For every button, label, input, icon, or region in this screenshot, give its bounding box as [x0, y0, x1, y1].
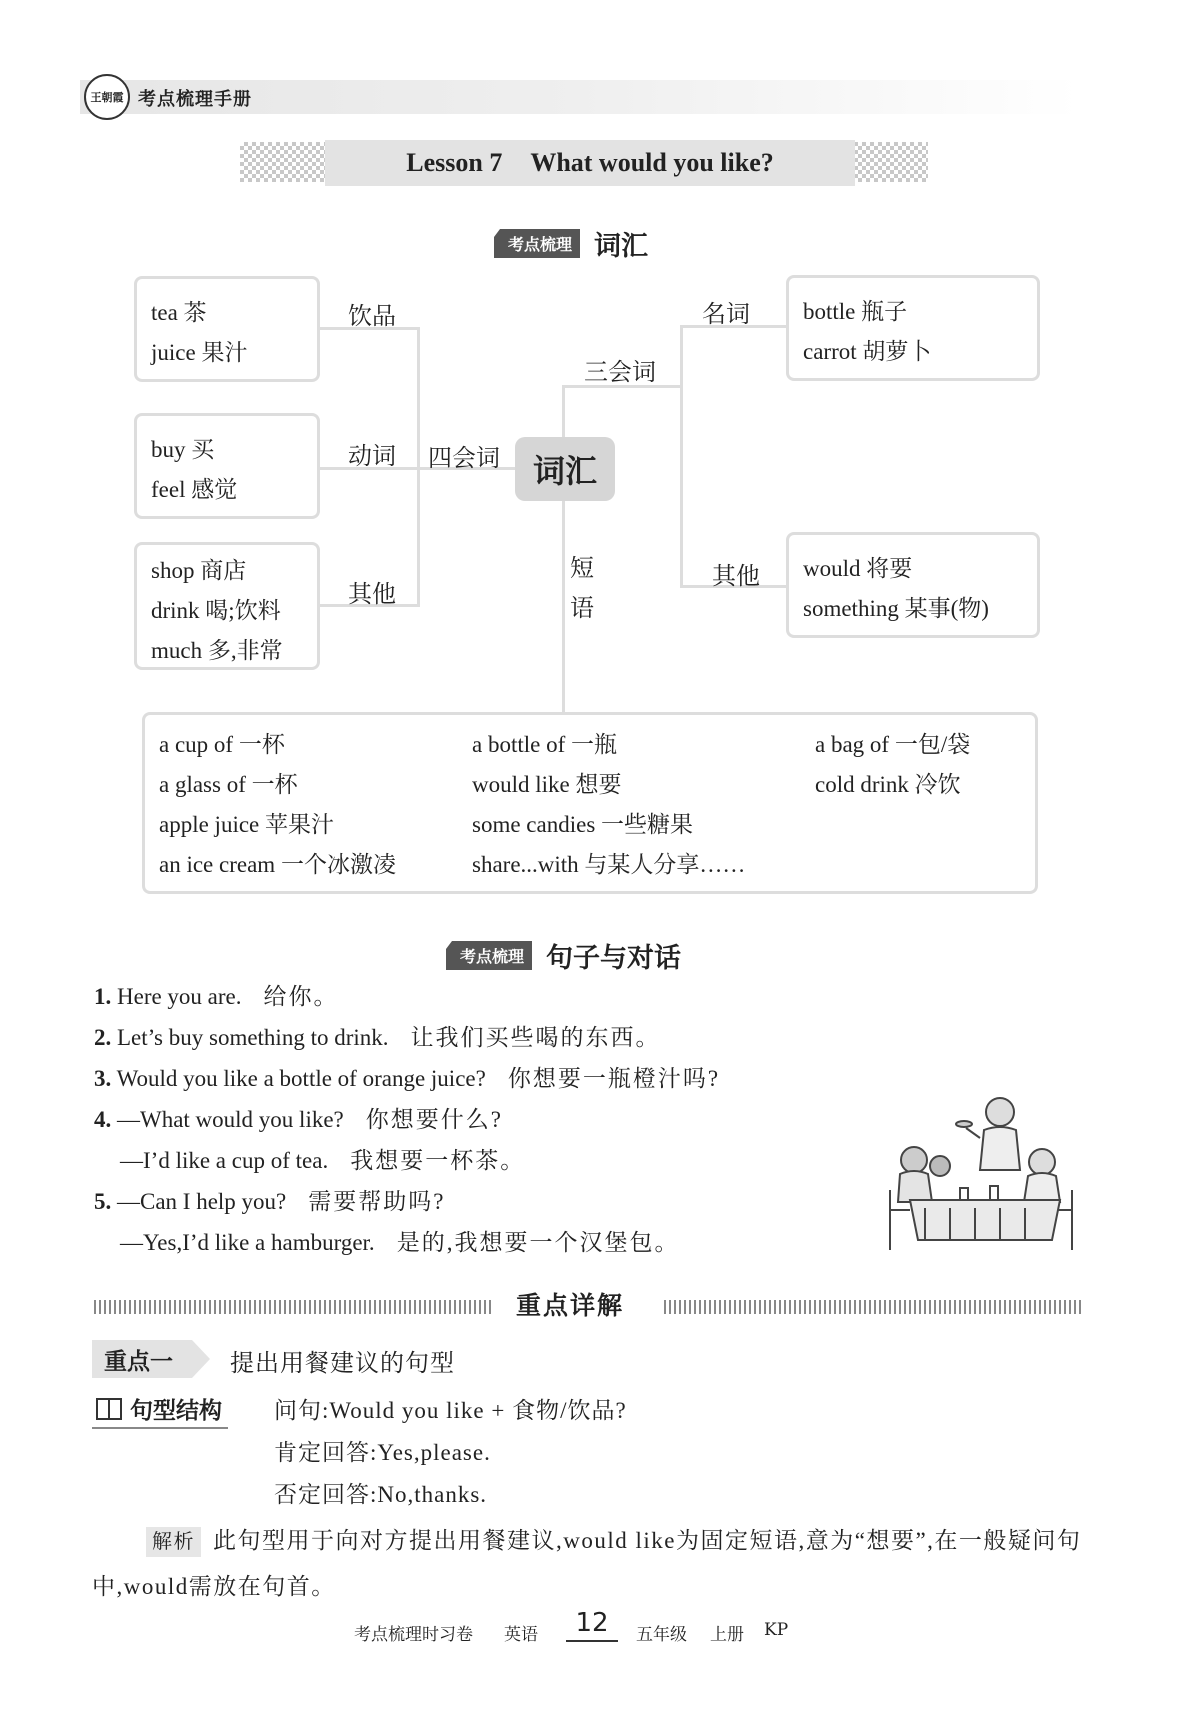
sentence-list [94, 976, 720, 1263]
verbs-label: 动词 [348, 442, 396, 470]
verbs-box [134, 413, 320, 519]
word-item: tea 茶 [151, 300, 207, 325]
footer-series: 考点梳理时习卷 [354, 1625, 473, 1645]
phrase-item: a cup of 一杯 [159, 732, 285, 757]
sentence-english: —What would you like? [117, 1107, 344, 1132]
three-skill-label: 三会词 [584, 358, 656, 386]
sentence-row [94, 1099, 720, 1140]
sentences-section-heading [452, 936, 681, 975]
pattern-line: 否定回答:No,thanks. [274, 1482, 488, 1507]
key-section-title: 重点详解 [516, 1291, 625, 1320]
sentence-row [94, 1222, 720, 1263]
section-tag: 考点梳理 [452, 941, 532, 970]
nouns-label: 名词 [702, 300, 750, 328]
footer-grade: 五年级 [636, 1625, 687, 1645]
sentence-english: Here you are. [117, 984, 242, 1009]
word-item: juice 果汁 [151, 340, 248, 365]
structure-label: 句型结构 [130, 1398, 222, 1424]
sentence-number: 3. [94, 1066, 112, 1091]
phrases-box [142, 712, 1038, 894]
phrase-item: share...with 与某人分享…… [472, 852, 746, 877]
drinks-label: 饮品 [348, 302, 396, 330]
word-item: carrot 胡萝卜 [803, 339, 932, 364]
others-right-label: 其他 [712, 562, 760, 590]
analysis-paragraph [92, 1518, 1082, 1610]
lesson-title: What would you like? [530, 148, 774, 177]
phrases-label-2: 语 [570, 594, 594, 622]
word-item: bottle 瓶子 [803, 299, 908, 324]
publisher-logo [84, 74, 130, 120]
pattern-list [274, 1390, 627, 1516]
page-number: 12 [566, 1608, 618, 1642]
sentence-number: 1. [94, 984, 112, 1009]
connector [680, 325, 683, 587]
section-title: 词汇 [594, 231, 649, 262]
sentence-row [94, 976, 720, 1017]
word-item: drink 喝;饮料 [151, 598, 281, 623]
phrase-item: a glass of 一杯 [159, 772, 298, 797]
sentence-number: 4. [94, 1107, 112, 1132]
sentence-english: —I’d like a cup of tea. [120, 1148, 329, 1173]
key-point-title: 提出用餐建议的句型 [230, 1349, 455, 1377]
sentence-english: Let’s buy something to drink. [117, 1025, 389, 1050]
restaurant-illustration [880, 1090, 1080, 1260]
drinks-box [134, 276, 320, 382]
word-item: would 将要 [803, 556, 913, 581]
sentence-row [94, 1058, 720, 1099]
sentence-row [94, 1181, 720, 1222]
phrase-item: a bottle of 一瓶 [472, 732, 617, 757]
word-item: much 多,非常 [151, 638, 283, 663]
footer-edition: KP [764, 1620, 789, 1640]
logo-text: 王朝霞 [90, 91, 124, 104]
phrase-item: a bag of 一包/袋 [815, 732, 971, 757]
others-right-box [786, 532, 1040, 638]
sentence-english: —Yes,I’d like a hamburger. [120, 1230, 375, 1255]
section-tag: 考点梳理 [500, 229, 580, 258]
sentence-chinese: 你想要一瓶橙汁吗? [507, 1066, 721, 1091]
phrase-item: an ice cream 一个冰激凌 [159, 852, 396, 877]
divider-right [664, 1300, 1084, 1314]
phrase-item: would like 想要 [472, 772, 622, 797]
phrases-column-3 [815, 725, 970, 805]
sentence-english: Would you like a bottle of orange juice? [116, 1066, 486, 1091]
word-item: buy 买 [151, 437, 215, 462]
sentence-row [94, 1140, 720, 1181]
phrases-column-1 [159, 725, 396, 885]
others-left-box [134, 542, 320, 670]
four-skill-label: 四会词 [428, 444, 500, 472]
footer-term: 上册 [710, 1625, 744, 1645]
analysis-tag: 解析 [146, 1527, 201, 1557]
phrase-item: apple juice 苹果汁 [159, 812, 335, 837]
word-item: shop 商店 [151, 558, 247, 583]
vocab-section-heading [500, 224, 648, 263]
nouns-box [786, 275, 1040, 381]
lesson-number: Lesson 7 [406, 148, 503, 177]
connector [562, 385, 565, 437]
connector [562, 501, 565, 715]
sentence-chinese: 给你。 [263, 984, 339, 1009]
section-title: 句子与对话 [546, 943, 682, 974]
phrases-label-1: 短 [570, 554, 594, 582]
sentence-number: 5. [94, 1189, 112, 1214]
sentence-chinese: 需要帮助吗? [308, 1189, 446, 1214]
banner-pattern-left [240, 142, 330, 182]
word-item: feel 感觉 [151, 477, 238, 502]
sentence-number: 2. [94, 1025, 112, 1050]
structure-heading [92, 1390, 228, 1429]
phrase-item: some candies 一些糖果 [472, 812, 694, 837]
pattern-line: 肯定回答:Yes,please. [274, 1440, 491, 1465]
mindmap-center: 词汇 [515, 437, 615, 501]
handbook-title: 考点梳理手册 [138, 89, 252, 110]
word-item: something 某事(物) [803, 596, 989, 621]
phrases-column-2 [472, 725, 745, 885]
others-left-label: 其他 [348, 580, 396, 608]
banner-pattern-right [850, 142, 928, 182]
chevron-right-icon [192, 1340, 210, 1378]
sentence-chinese: 是的,我想要一个汉堡包。 [396, 1230, 680, 1255]
pattern-line: 问句:Would you like + 食物/饮品? [274, 1398, 627, 1423]
footer-subject: 英语 [504, 1625, 538, 1645]
sentence-chinese: 让我们买些喝的东西。 [410, 1025, 661, 1050]
divider-left [94, 1300, 494, 1314]
phrase-item: cold drink 冷饮 [815, 772, 961, 797]
sentence-english: —Can I help you? [117, 1189, 287, 1214]
book-icon [96, 1398, 122, 1420]
sentence-chinese: 我想要一杯茶。 [350, 1148, 526, 1173]
sentence-row [94, 1017, 720, 1058]
analysis-text: 此句型用于向对方提出用餐建议,would like为固定短语,意为“想要”,在一般疑问句中,would需放在句首。 [92, 1528, 1082, 1599]
lesson-banner [325, 140, 855, 186]
sentence-chinese: 你想要什么? [365, 1107, 503, 1132]
key-point-label: 重点一 [92, 1340, 192, 1378]
